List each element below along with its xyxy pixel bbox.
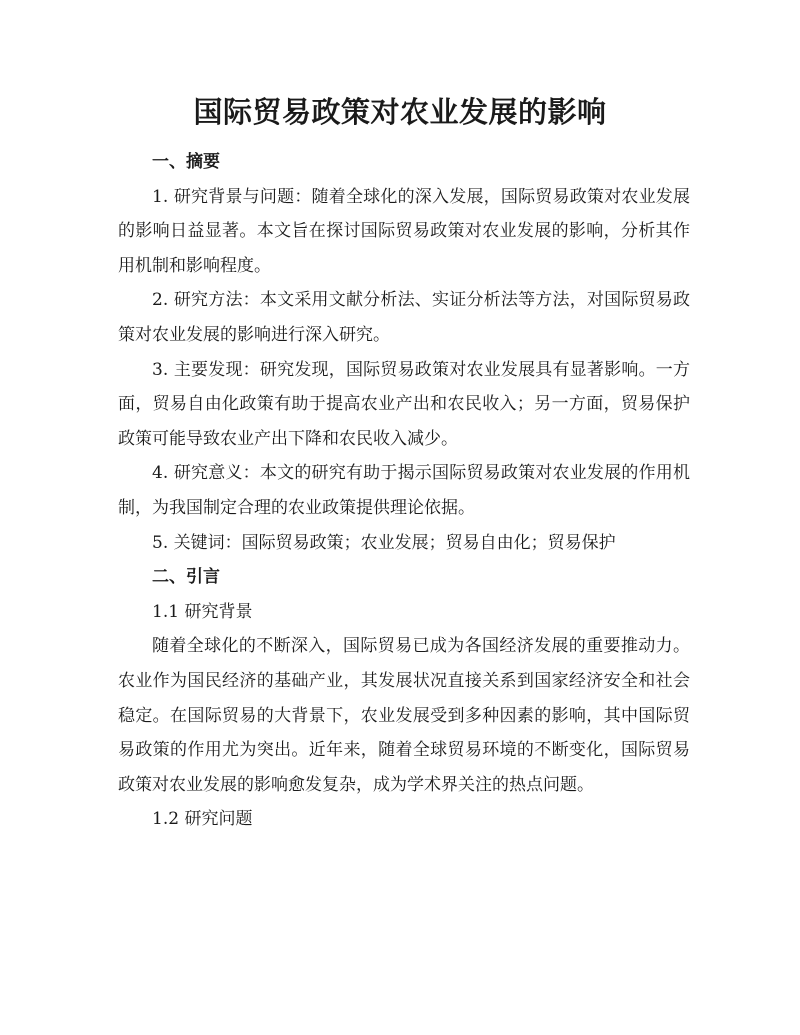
abstract-item-findings: 3. 主要发现：研究发现，国际贸易政策对农业发展具有显著影响。一方面，贸易自由化政策有助于提高农业产出和农民收入；另一方面，贸易保护政策可能导致农业产出下降和农民收入减少。 — [118, 359, 690, 449]
subsection-heading-background: 1.1 研究背景 — [152, 601, 253, 622]
section-heading-abstract: 一、摘要 — [152, 152, 220, 172]
abstract-item-background: 1. 研究背景与问题：随着全球化的深入发展，国际贸易政策对农业发展的影响日益显著。本文旨在探讨国际贸易政策对农业发展的影响，分析其作用机制和影响程度。 — [118, 186, 690, 276]
introduction-background-paragraph: 随着全球化的不断深入，国际贸易已成为各国经济发展的重要推动力。农业作为国民经济的基础产业，其发展状况直接关系到国家经济安全和社会稳定。在国际贸易的大背景下，农业发展受到多种因素的影响，其中国际贸易政策的作用尤为突出。近年来，随着全球贸易环境的不断变化，国际贸易政策对农业发展的影响愈发复杂，成为学术界关注的热点问题。 — [118, 636, 690, 795]
abstract-item-methods: 2. 研究方法：本文采用文献分析法、实证分析法等方法，对国际贸易政策对农业发展的影响进行深入研究。 — [118, 290, 690, 345]
subsection-heading-questions: 1.2 研究问题 — [152, 809, 253, 830]
section-heading-introduction: 二、引言 — [152, 567, 220, 588]
page-title: 国际贸易政策对农业发展的影响 — [193, 95, 607, 129]
document-body — [118, 145, 690, 837]
abstract-item-significance: 4. 研究意义：本文的研究有助于揭示国际贸易政策对农业发展的作用机制，为我国制定合理的农业政策提供理论依据。 — [118, 463, 690, 518]
abstract-item-keywords: 5. 关键词：国际贸易政策；农业发展；贸易自由化；贸易保护 — [152, 532, 616, 553]
